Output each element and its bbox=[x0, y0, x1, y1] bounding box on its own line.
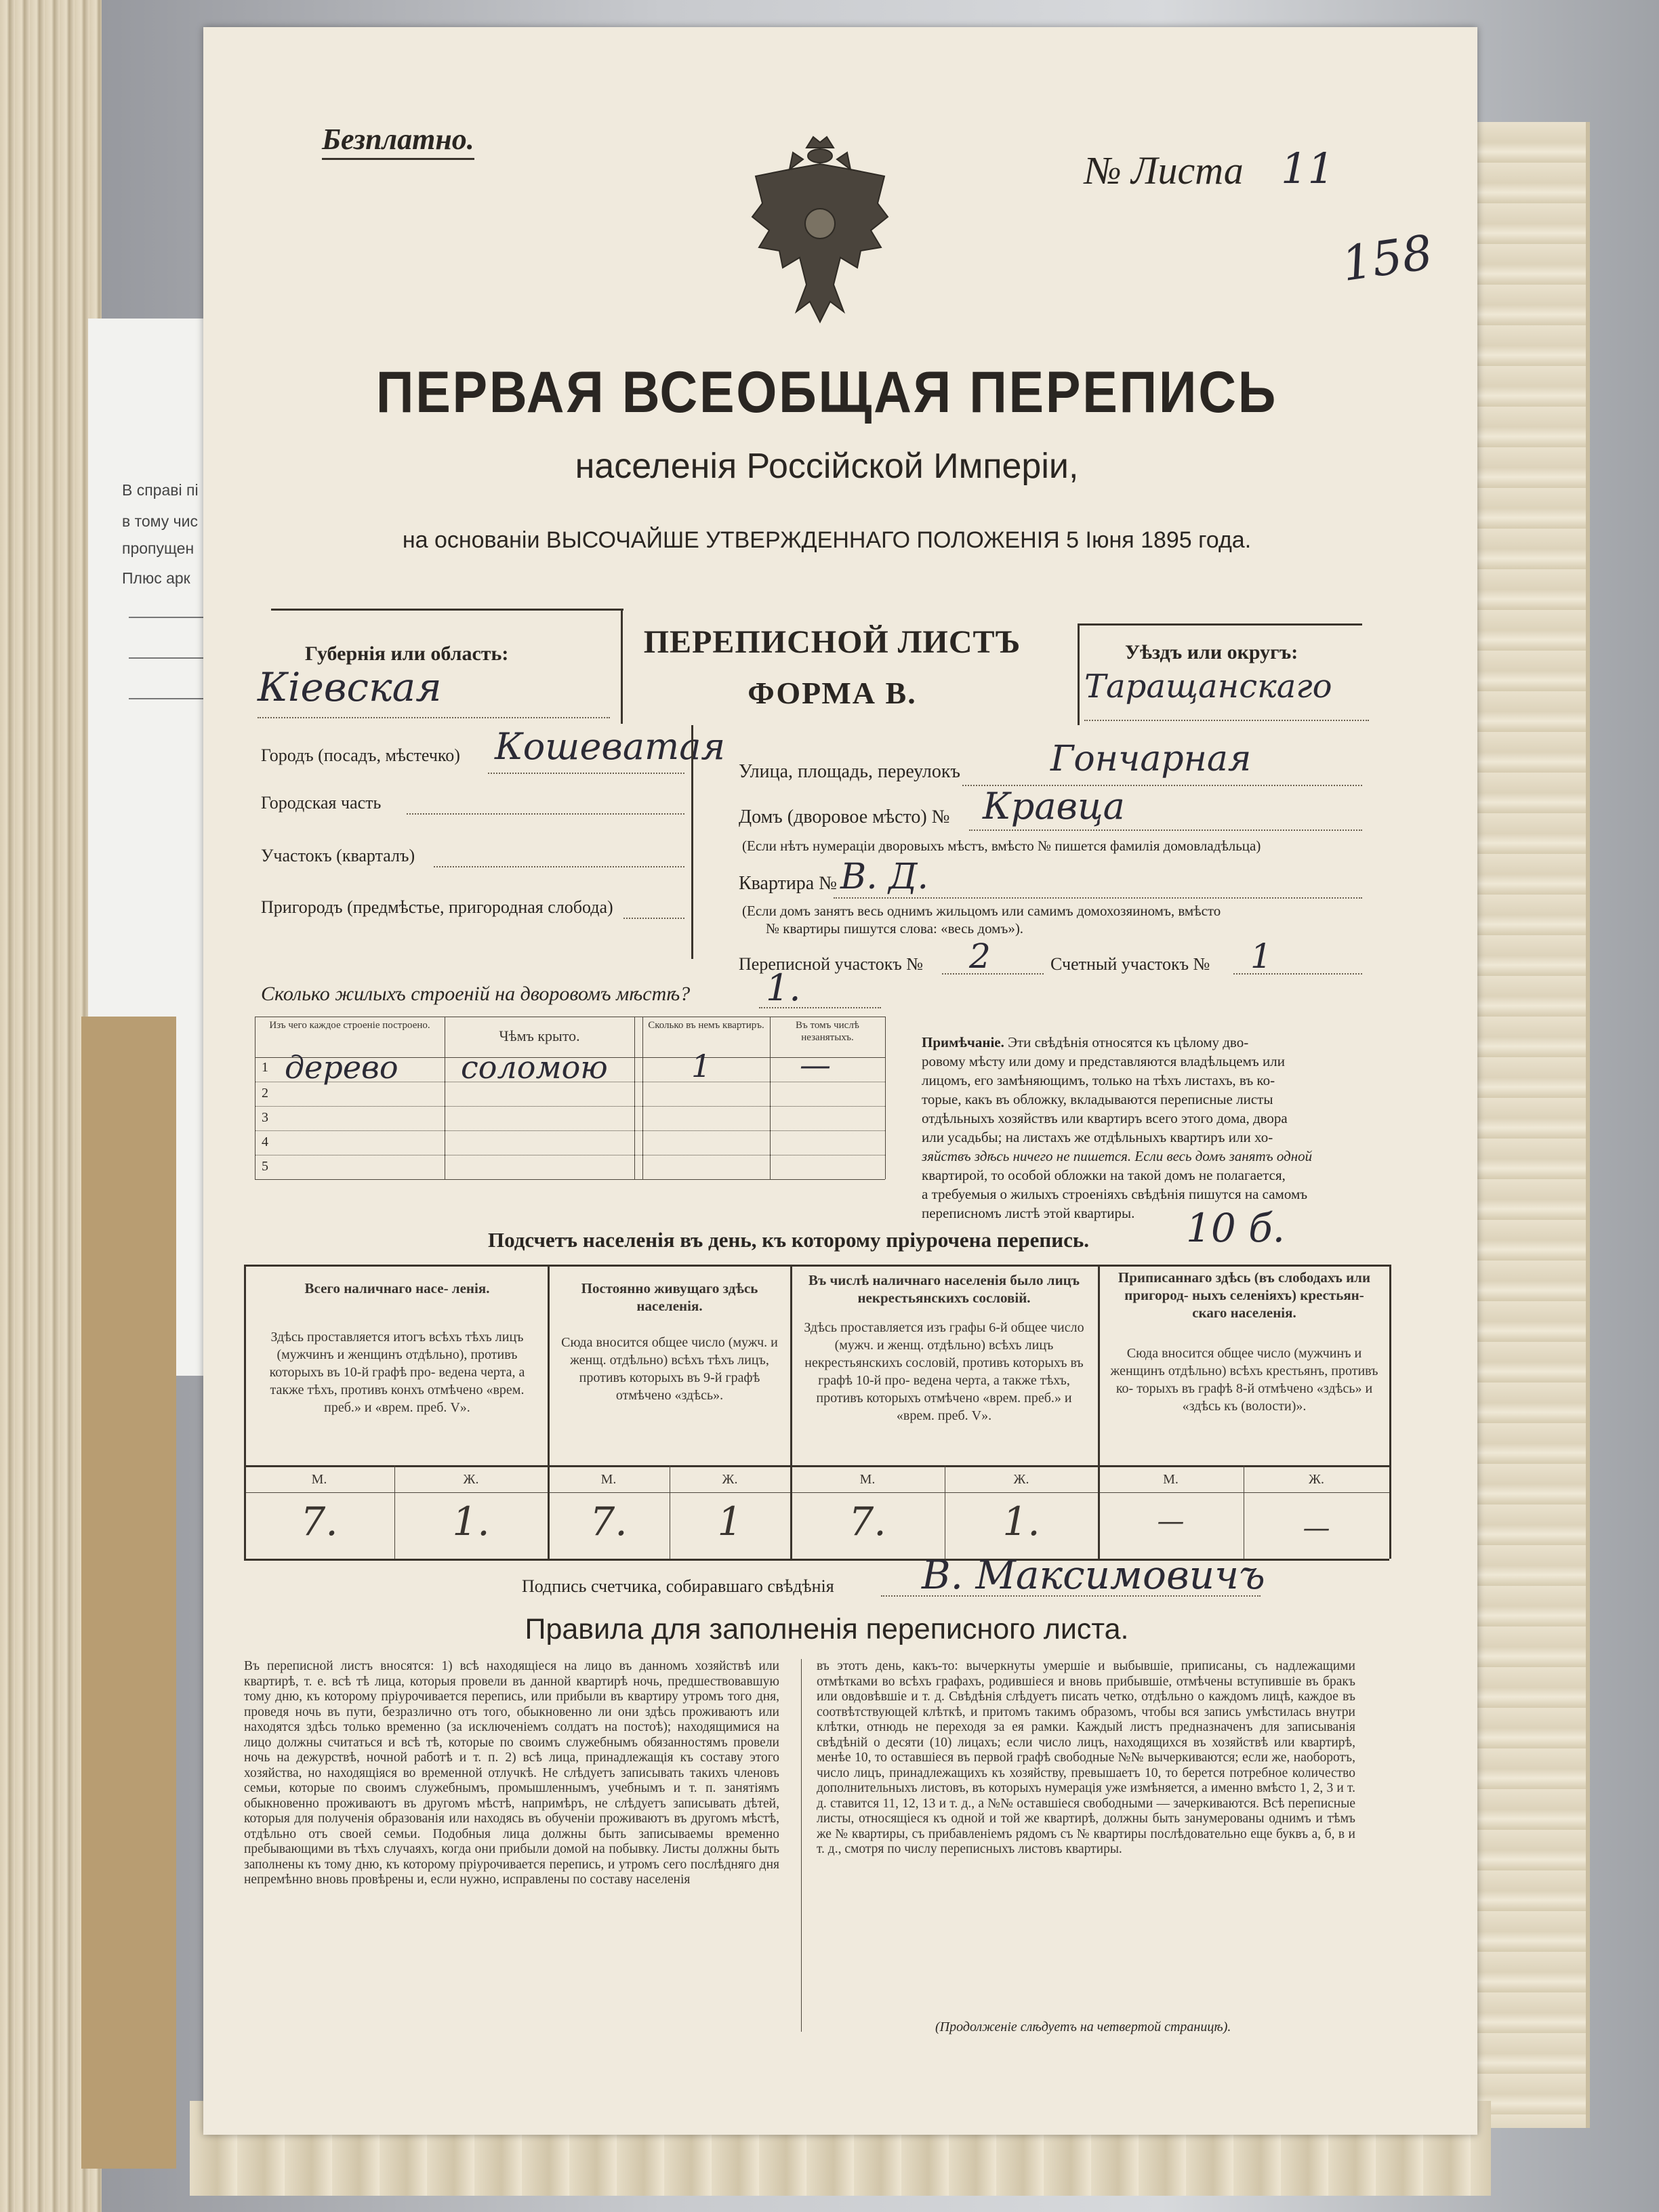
dom-underline bbox=[969, 830, 1362, 831]
uezd-box-top bbox=[1078, 623, 1362, 626]
population-zh-label: Ж. bbox=[722, 1472, 738, 1487]
note-line: или усадьбы; на листахъ же отдѣльныхъ квартиръ или хо- bbox=[922, 1129, 1273, 1145]
population-table-right bbox=[1389, 1265, 1391, 1559]
population-col-desc: Здѣсь проставляется итогъ всѣхъ тѣхъ лицъ (мужчинъ и женщинъ отдѣльно), противъ которыхъ въ 10-й графѣ про- ведена черта, а также тѣхъ, противъ конхъ отмѣчено «врем. преб.» и «врем. преб. V». bbox=[269, 1330, 525, 1415]
gubernia-value: Кіевская bbox=[258, 664, 442, 710]
uezd-value: Таращанскаго bbox=[1084, 668, 1332, 705]
uchastok-label: Участокъ (кварталъ) bbox=[261, 846, 415, 865]
gubernia-box-top bbox=[271, 609, 623, 611]
right-page-edges bbox=[1464, 122, 1590, 2128]
building-vacant-value: — bbox=[800, 1046, 831, 1083]
census-sheet bbox=[203, 27, 1477, 2135]
buildings-row-number: 2 bbox=[262, 1086, 268, 1101]
prigorod-underline bbox=[623, 918, 684, 919]
kvartira-value: В. Д. bbox=[840, 857, 929, 897]
sheet-number-value: 11 bbox=[1281, 144, 1334, 193]
cardboard-edge bbox=[81, 1017, 176, 2169]
signature-value: В. Максимовичъ bbox=[922, 1552, 1265, 1598]
population-zh-label: Ж. bbox=[1013, 1472, 1029, 1487]
form-title-line1: ПЕРЕПИСНОЙ ЛИСТЪ bbox=[643, 624, 1021, 660]
gubernia-underline bbox=[258, 717, 610, 718]
ulitsa-value: Гончарная bbox=[1050, 739, 1252, 779]
building-material-value: дерево bbox=[285, 1049, 398, 1086]
note-line: ровому мѣсту или дому и представляются владѣльцемъ или bbox=[922, 1053, 1285, 1069]
uezd-box-side bbox=[1078, 623, 1080, 725]
buildings-row-number: 5 bbox=[262, 1159, 268, 1174]
dom-note: (Если нѣтъ нумераціи дворовыхъ мѣстъ, вмѣсто № пишется фамилія домовладѣльца) bbox=[742, 838, 1261, 854]
buildings-table-bottom bbox=[255, 1179, 885, 1180]
population-value: 1 bbox=[717, 1498, 743, 1544]
perepis-uchastok-label: Переписной участокъ № bbox=[739, 954, 924, 974]
population-value: — bbox=[1303, 1513, 1330, 1544]
note-line: отдѣльныхъ хозяйствъ или квартиръ всего этого дома, двора bbox=[922, 1110, 1288, 1126]
gor-chast-underline bbox=[407, 813, 684, 815]
note-line: зяйствъ здѣсь ничего не пишется. Если весь домъ занятъ одной bbox=[922, 1148, 1313, 1164]
population-zh-label: Ж. bbox=[1309, 1472, 1324, 1487]
uchastok-underline bbox=[434, 866, 684, 867]
uezd-label: Уѣздъ или округъ: bbox=[1125, 641, 1298, 663]
population-col-title: Всего наличнаго насе- ленія. bbox=[304, 1280, 490, 1296]
free-label: Безплатно. bbox=[322, 122, 474, 160]
underlying-line: Плюс арк bbox=[122, 569, 190, 587]
rules-left-column: Въ переписной листъ вносятся: 1) всѣ находящіеся на лицо въ данномъ хозяйствѣ или квартирѣ, т. е. всѣ тѣ лица, которыя провели въ данной квартирѣ ночь, предшествовавшую тому дню, къ которому пріурочивается перепись, или прибыли въ квартиру утромъ того дня, проведя ночь въ пути, безразлично отъ того, обыкновенно ли они здѣсь проживаютъ или находятся здѣсь только временно (за исключеніемъ солдатъ на постоѣ); находящимися на лицо должны считаться и всѣ тѣ, которые по своимъ служебнымъ обязанностямъ провели ночь на дежурствѣ, ночной работѣ и т. п. 2) всѣ лица, принадлежащія къ составу этого хозяйства, но находящіяся во временной отлучкѣ. Не слѣдуетъ записывать такихъ членовъ семьи, которые по своимъ служебнымъ, промышленнымъ, учебнымъ и т. п. занятіямъ обыкновенно проживаютъ въ другомъ мѣстѣ, напримѣръ, не слѣдуетъ записывать дѣтей, которыя для полученія образованія или находясь въ обученіи проживаютъ въ другомъ мѣстѣ, отдѣльно отъ своей семьи. Подобныя лица должны быть записываемы временно пребывающими въ тѣхъ случаяхъ, когда они прибыли домой на побывку. Листы должны быть заполнены къ тому дню, къ которому пріурочивается перепись, и утромъ сего послѣдняго дня непремѣнно вновь провѣрены и, если нужно, исправлены по составу населенія bbox=[244, 1659, 779, 1887]
buildings-col-header: Изъ чего каждое строеніе построено. bbox=[269, 1020, 430, 1031]
underlying-line: в тому чис bbox=[122, 512, 198, 530]
gorod-value: Кошеватая bbox=[495, 725, 726, 768]
population-m-label: М. bbox=[600, 1472, 617, 1487]
population-col-desc: Здѣсь проставляется изъ графы 6-й общее число (мужч. и женщ. отдѣльно) всѣхъ лицъ некрестьянскихъ сословій, противъ которыхъ въ графѣ 10-й про- ведена черта, а также тѣхъ, противъ которыхъ отмѣчено «врем. преб.» и «врем. преб. V». bbox=[804, 1320, 1084, 1423]
population-table-header-rule bbox=[244, 1465, 1389, 1467]
population-col-title: Приписаннаго здѣсь (въ слободахъ или пригород- ныхъ селеніяхъ) крестьян- скаго населенія. bbox=[1118, 1269, 1371, 1321]
gorod-underline bbox=[488, 773, 684, 774]
census-title: ПЕРВАЯ ВСЕОБЩАЯ ПЕРЕПИСЬ bbox=[375, 360, 1278, 425]
population-m-label: М. bbox=[311, 1472, 327, 1487]
population-col-desc: Сюда вносится общее число (мужчинъ и женщинъ отдѣльно) всѣхъ крестьянъ, противъ ко- торыхъ въ графѣ 8-й отмѣчено «здѣсь» и «здѣсь къ (волости)». bbox=[1110, 1346, 1378, 1414]
population-table-top bbox=[244, 1265, 1389, 1267]
buildings-col-header: Въ томъ числѣ незанятыхъ. bbox=[796, 1020, 859, 1043]
perepis-uchastok-value: 2 bbox=[969, 937, 991, 976]
census-subtitle: населенія Россійской Имперіи, bbox=[575, 447, 1079, 486]
rules-right-column: въ этотъ день, какъ-то: вычеркнуты умершіе и выбывшіе, приписаны, съ надлежащими отмѣтками во всѣхъ графахъ, родившіеся и вновь прибывшіе, отмѣчены вступившіе въ бракъ или овдовѣвшіе и т. д. Свѣдѣнія слѣдуетъ писать четко, отдѣльно о каждомъ лицѣ, каждое въ соотвѣтствующей клѣткѣ, и притомъ такимъ образомъ, чтобы вся запись умѣстилась внутри клѣтки, отнюдь не переходя за ея рамки. Каждый листъ предназначенъ для записыванія свѣдѣній о десяти (10) лицахъ; если число лицъ, находящихся въ хозяйствѣ или квартирѣ, менѣе 10, то оставшіеся въ первой графѣ свободные №№ вычеркиваются; если же, наоборотъ, число лицъ, принадлежащихъ къ хозяйству, превышаетъ 10, то берется потребное количество дополнительныхъ листовъ, въ которыхъ нумерація уже измѣняется, а именно вмѣсто 1, 2, 3 и т. д. ставится 11, 12, 13 и т. д., а №№ оставшіеся свободными — зачеркиваются. Всѣ переписные листы, относящіеся къ одной и той же квартирѣ, должны быть занумерованы однимъ и тѣмъ же № квартиры, съ прибавленіемъ рядомъ съ № квартиры послѣдовательно еще буквъ а, б, в и т. д., смотря по числу переписныхъ листовъ квартиры. bbox=[817, 1659, 1355, 1856]
schet-uchastok-label: Счетный участокъ № bbox=[1050, 954, 1210, 974]
population-table-sub-rule bbox=[244, 1492, 1389, 1493]
note-line: Эти свѣдѣнія относятся къ цѣлому дво- bbox=[1008, 1034, 1249, 1050]
population-value: 7. bbox=[848, 1498, 886, 1544]
buildings-row-rule bbox=[255, 1106, 885, 1107]
population-col-desc: Сюда вносится общее число (мужч. и женщ. отдѣльно) всѣхъ тѣхъ лицъ, противъ которыхъ въ 9-й графѣ отмѣчено «здѣсь». bbox=[561, 1335, 778, 1403]
population-value: 7. bbox=[590, 1498, 628, 1544]
buildings-row-number: 4 bbox=[262, 1134, 268, 1149]
rules-continued: (Продолженіе слѣдуетъ на четвертой страницѣ). bbox=[935, 2020, 1231, 2034]
population-m-label: М. bbox=[1163, 1472, 1179, 1487]
note-line: переписномъ листѣ этой квартиры. bbox=[922, 1205, 1135, 1221]
buildings-col-header: Чѣмъ крыто. bbox=[499, 1027, 580, 1044]
population-col-title: Въ числѣ наличнаго населенія было лицъ некрестьянскихъ сословій. bbox=[808, 1272, 1080, 1306]
gor-chast-label: Городская часть bbox=[261, 793, 382, 813]
population-handwritten-note: 10 б. bbox=[1186, 1205, 1286, 1251]
buildings-row-rule bbox=[255, 1130, 885, 1131]
signature-label: Подпись счетчика, собиравшаго свѣдѣнія bbox=[522, 1576, 834, 1596]
stroeniy-question: Сколько жилыхъ строеній на дворовомъ мѣстѣ? bbox=[261, 983, 691, 1005]
form-title-line2: ФОРМА В. bbox=[747, 676, 917, 710]
population-m-label: М. bbox=[859, 1472, 876, 1487]
building-apartments-value: 1 bbox=[691, 1048, 712, 1084]
population-value: 1. bbox=[452, 1498, 490, 1544]
population-zh-label: Ж. bbox=[463, 1472, 479, 1487]
schet-uchastok-value: 1 bbox=[1250, 937, 1272, 976]
rules-heading: Правила для заполненія переписного листа. bbox=[525, 1613, 1129, 1645]
buildings-col-header: Сколько въ немъ квартиръ. bbox=[648, 1020, 764, 1031]
note-line: квартирой, то особой обложки на такой домъ не полагается, bbox=[922, 1167, 1286, 1183]
schet-uchastok-underline bbox=[1233, 973, 1362, 975]
underlying-line: В справі пі bbox=[122, 481, 199, 499]
population-value: 7. bbox=[300, 1498, 338, 1544]
kvartira-note-2: № квартиры пишутся слова: «весь домъ»). bbox=[766, 920, 1024, 937]
kvartira-note-1: (Если домъ занятъ весь однимъ жильцомъ или самимъ домохозяиномъ, вмѣсто bbox=[742, 903, 1221, 919]
uezd-underline bbox=[1084, 720, 1369, 721]
note-label: Примѣчаніе. bbox=[922, 1034, 1004, 1050]
buildings-row-number: 3 bbox=[262, 1110, 268, 1125]
population-value: 1. bbox=[1002, 1498, 1040, 1544]
gorod-label: Городъ (посадъ, мѣстечко) bbox=[261, 745, 460, 765]
underlying-line: пропущен bbox=[122, 539, 194, 557]
stroeniy-underline bbox=[759, 1007, 881, 1008]
note-line: торые, какъ въ обложку, вкладываются переписные листы bbox=[922, 1091, 1273, 1107]
prigorod-label: Пригородъ (предмѣстье, пригородная слобода) bbox=[261, 897, 613, 917]
stroeniy-value: 1. bbox=[766, 966, 801, 1009]
dom-value: Кравца bbox=[983, 785, 1125, 827]
gubernia-label: Губернія или область: bbox=[305, 642, 509, 665]
note-line: лицомъ, его замѣняющимъ, только на тѣхъ листахъ, въ ко- bbox=[922, 1072, 1275, 1088]
kvartira-label: Квартира № bbox=[739, 873, 837, 894]
rules-column-divider bbox=[801, 1659, 802, 2032]
note-line: а требуемыя о жилыхъ строеніяхъ свѣдѣнія пишутся на самомъ bbox=[922, 1186, 1308, 1202]
kvartira-underline bbox=[834, 897, 1362, 899]
sheet-number-label: № Листа bbox=[1084, 148, 1244, 192]
census-basis: на основаніи ВЫСОЧАЙШЕ УТВЕРЖДЕННАГО ПОЛОЖЕНІЯ 5 Іюня 1895 года. bbox=[402, 527, 1252, 553]
ulitsa-label: Улица, площадь, переулокъ bbox=[739, 761, 960, 782]
perepis-uchastok-underline bbox=[942, 973, 1044, 975]
population-col-title: Постоянно живущаго здѣсь населенія. bbox=[581, 1280, 758, 1314]
coat-of-arms-icon bbox=[742, 129, 898, 332]
buildings-row-number: 1 bbox=[262, 1060, 268, 1075]
signature-underline bbox=[881, 1595, 1261, 1597]
fields-divider bbox=[691, 725, 693, 959]
population-heading: Подсчетъ населенія въ день, къ которому пріурочена перепись. bbox=[488, 1228, 1090, 1252]
buildings-table-right bbox=[885, 1017, 886, 1179]
archive-number: 158 bbox=[1338, 224, 1436, 292]
dom-label: Домъ (дворовое мѣсто) № bbox=[739, 806, 950, 827]
building-roof-value: соломою bbox=[461, 1049, 608, 1086]
population-value: — bbox=[1157, 1506, 1185, 1537]
